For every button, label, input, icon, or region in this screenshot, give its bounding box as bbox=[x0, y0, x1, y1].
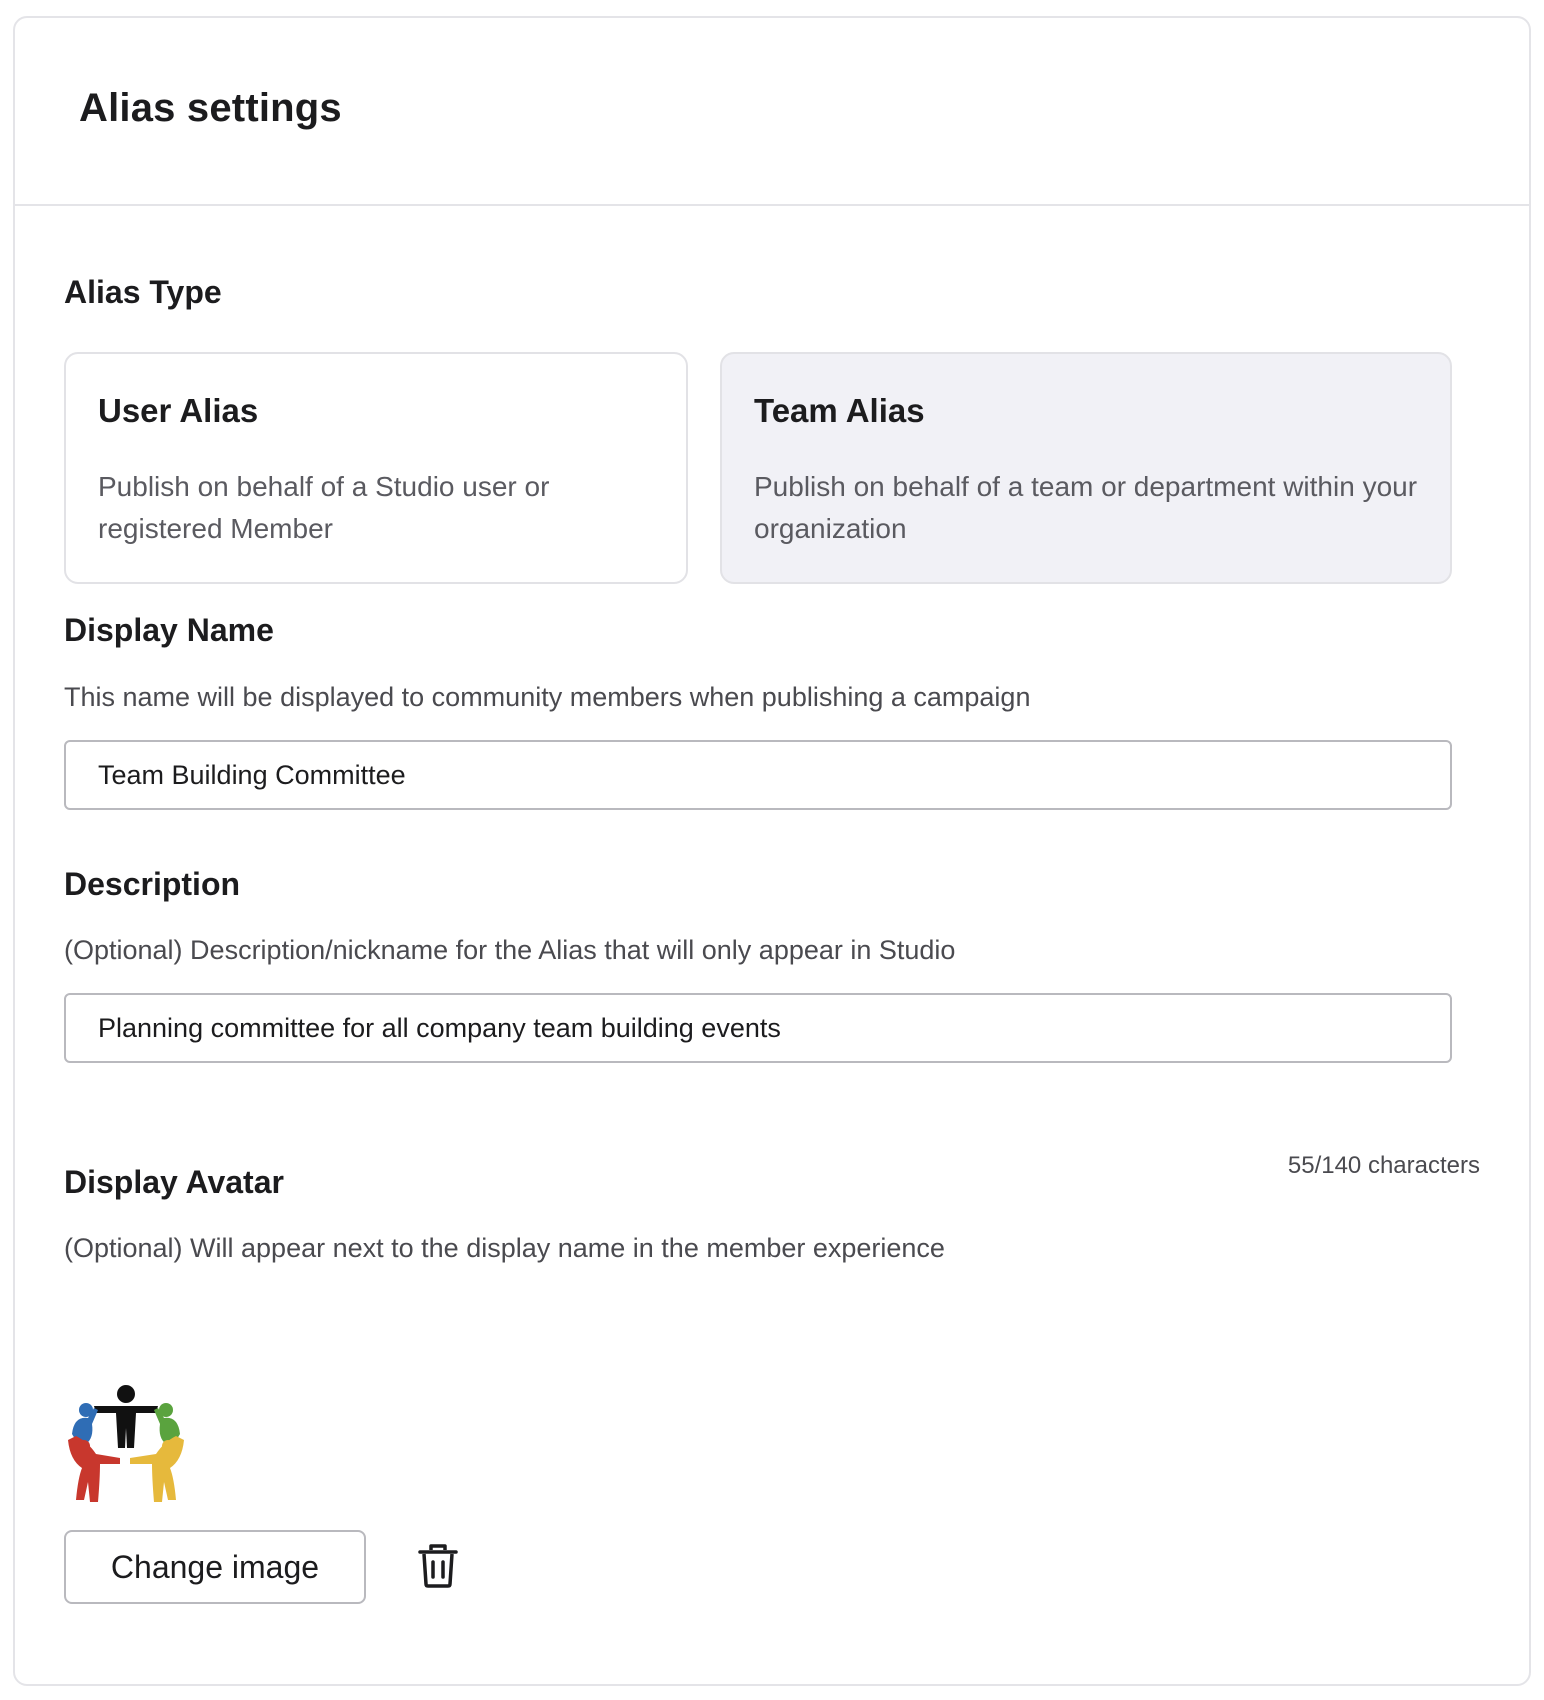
panel-header bbox=[15, 18, 1529, 206]
people-circle-logo-icon bbox=[64, 1382, 188, 1506]
alias-type-team-card[interactable] bbox=[720, 352, 1452, 584]
alias-settings-panel bbox=[13, 16, 1531, 1686]
display-avatar-helper: (Optional) Will appear next to the display name in the member experience bbox=[64, 1233, 945, 1263]
page-title: Alias settings bbox=[79, 86, 342, 130]
change-image-button[interactable]: Change image bbox=[64, 1530, 366, 1604]
description-input[interactable] bbox=[64, 993, 1452, 1063]
description-helper: (Optional) Description/nickname for the Alias that will only appear in Studio bbox=[64, 935, 956, 965]
display-name-input[interactable] bbox=[64, 740, 1452, 810]
trash-icon[interactable] bbox=[418, 1544, 458, 1588]
character-count: 55/140 characters bbox=[1287, 1152, 1480, 1179]
avatar-figure-yellow bbox=[130, 1436, 184, 1502]
user-alias-description: Publish on behalf of a Studio user or registered Member bbox=[98, 471, 550, 544]
display-name-title: Display Name bbox=[64, 612, 274, 648]
alias-type-title: Alias Type bbox=[64, 274, 222, 310]
description-title: Description bbox=[64, 866, 241, 902]
team-alias-description: Publish on behalf of a team or department within your organization bbox=[754, 471, 1418, 544]
display-name-helper: This name will be displayed to community members when publishing a campaign bbox=[64, 682, 1031, 712]
alias-type-user-card[interactable] bbox=[64, 352, 688, 584]
display-avatar-title: Display Avatar bbox=[64, 1164, 284, 1200]
avatar-figure-black bbox=[94, 1385, 158, 1448]
user-alias-title: User Alias bbox=[98, 392, 259, 429]
team-alias-title: Team Alias bbox=[754, 392, 925, 429]
avatar-figure-red bbox=[68, 1436, 120, 1502]
